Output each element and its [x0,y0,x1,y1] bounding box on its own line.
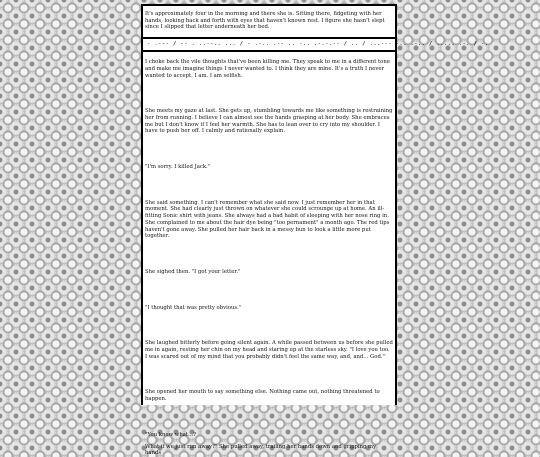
story-paragraph: She opened her mouth to say something else. Nothing came out, nothing threatened to happen. [145,389,380,403]
story-paragraph: She meets my gaze at last. She gets up, stumbling towards me like something is restraining her from running. I believe I can almost see the hands grasping at her body. She embraces me but I don't know if I feel her warmth. She has to lean over to cry into my shoulder. I have to push her off. I calmly and rationally explain. [145,108,393,135]
story-paragraph: "I thought that was pretty obvious." [145,304,242,311]
story-paragraph: She laughed bitterly before going silent again. A while passed between us before she pulled me in again, resting her chin on my head and staring up at the starless sky. "I love you too. I was scared out of my mind that you probably didn't feel the same way, and, and... God." [145,340,393,360]
story-paragraph: She said something. I can't remember what she said now. I just remember her in that moment. She had clearly just thrown on whatever she could scrounge up at home. An ill-fitting Sonic shirt with jeans. She always had a bad habit of sleeping with her nose ring in. She complained to me about the hair dye being "too pernament" a month ago. The red tips haven't gone away. She pulled her hair back in a messy bun to look a little more put together. [145,199,390,240]
story-paragraph: "I'm sorry. I killed Jack." [145,164,211,171]
story-paragraph: She sighed then. "I got your letter." [145,268,241,275]
story-body [143,11,489,457]
story-paragraph: What if we just run away?" She pulled away, trailing her hands down and gripping my hands [145,443,377,457]
story-column [141,4,489,457]
story-paragraph: "You know what...? [145,431,196,438]
morse-divider: - .--- / -- . ..--.. ... / - .-.. .-- .. -.. .-.-.-- / .. / ...--- -.. .-.. / ..... .-. / -. [143,37,395,52]
intro-paragraph: It's approximately four in the morning and there she is. Sitting there, fidgeting with her hands, looking back and forth with eyes that haven't known rest. I figure she hasn't slept since I slipped that letter underneath her bed. [145,11,385,31]
story-paragraph: I choke back the vile thoughts that've been killing me. They speak to me in a different tone and make me imagine things I never wanted to. I think they are mine. It's a truth I never wanted to accept. I am. I am selfish. [145,59,390,79]
